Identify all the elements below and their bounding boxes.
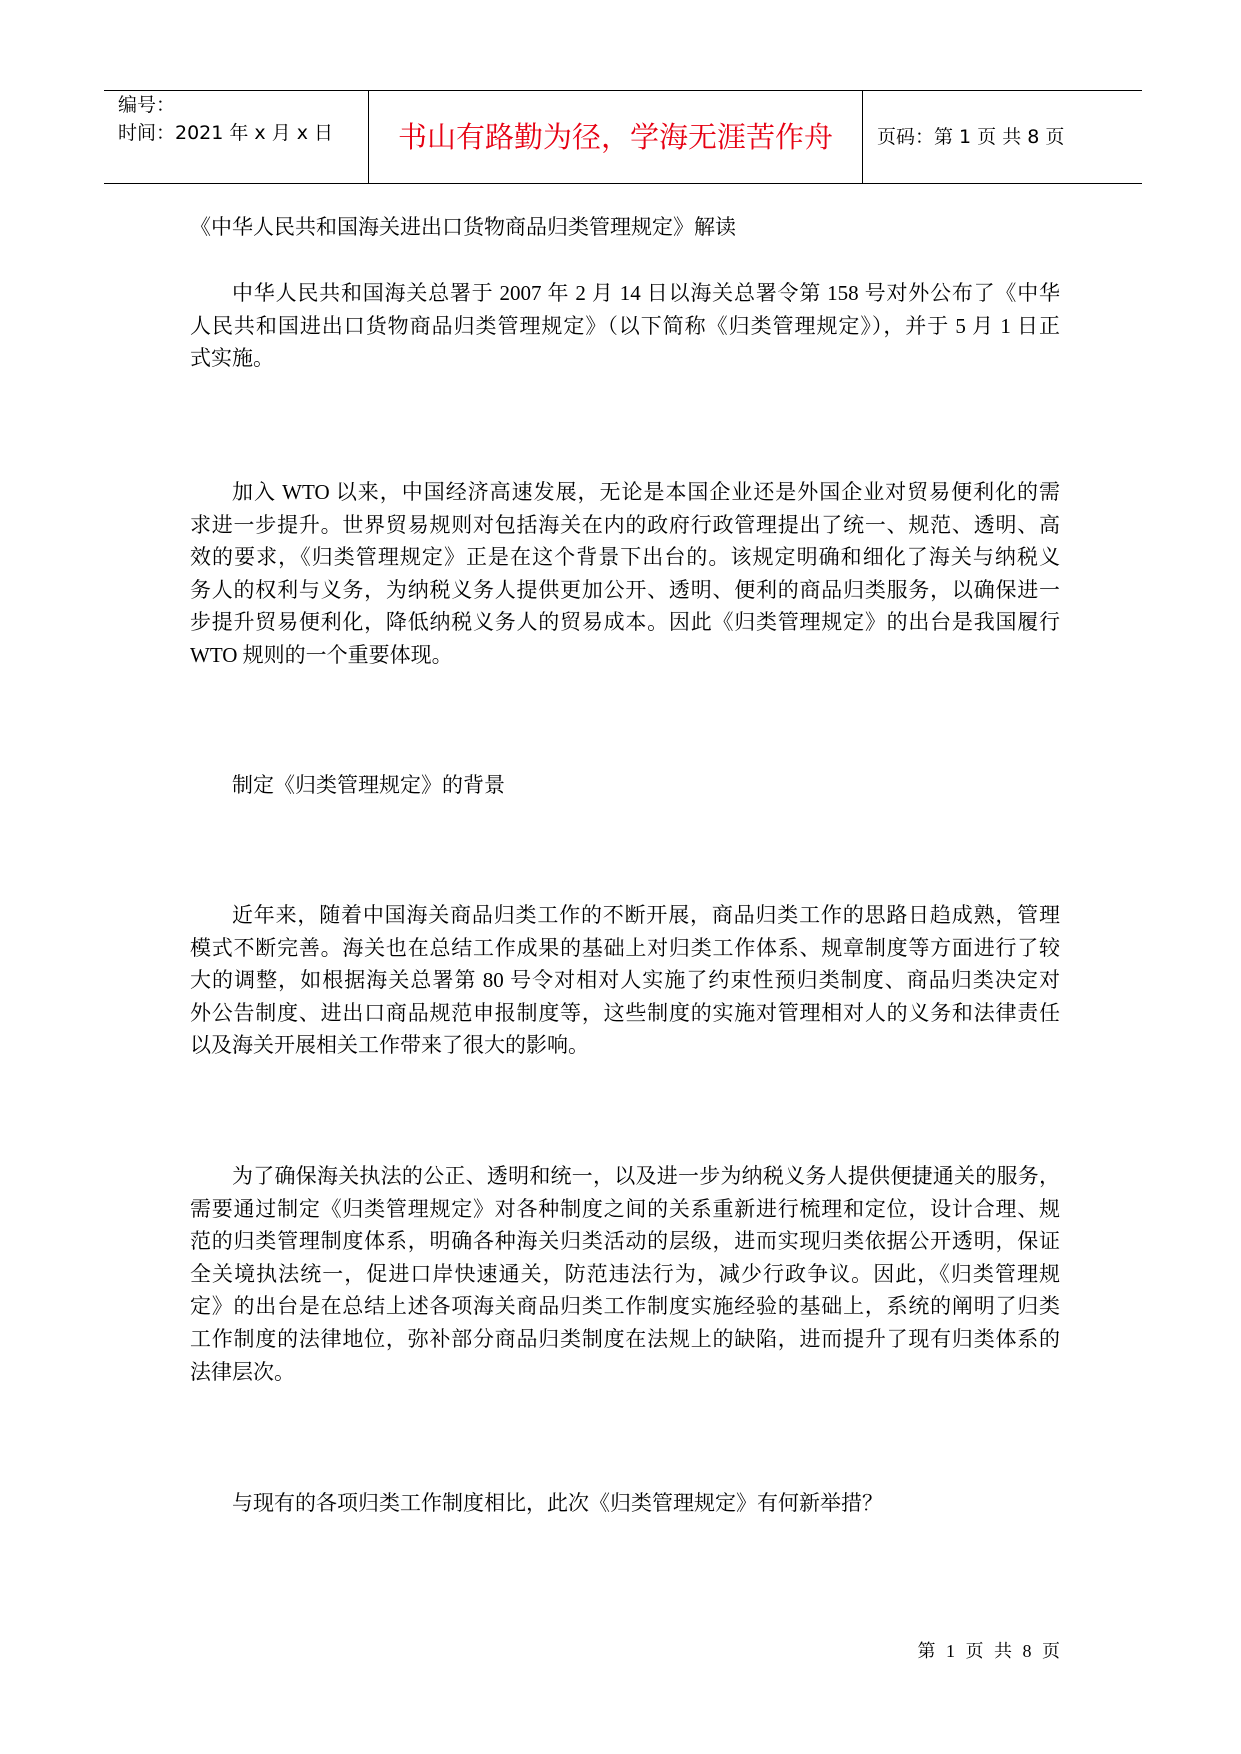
paragraph-4 xyxy=(190,1160,1060,1388)
document-title: 《中华人民共和国海关进出口货物商品归类管理规定》解读 xyxy=(190,215,736,239)
paragraph-line: WTO 规则的一个重要体现。 xyxy=(190,642,453,667)
paragraph-line: 加入 WTO 以来，中国经济高速发展，无论是本国企业还是外国企业对贸易便利化的需 xyxy=(232,480,1060,504)
header-bottom-border xyxy=(104,183,1142,184)
paragraph-line: 定》的出台是在总结上述各项海关商品归类工作制度实施经验的基础上，系统的阐明了归类 xyxy=(190,1294,1060,1319)
section-heading: 制定《归类管理规定》的背景 xyxy=(232,773,505,797)
paragraph-line: 模式不断完善。海关也在总结工作成果的基础上对归类工作体系、规章制度等方面进行了较 xyxy=(190,935,1060,960)
paragraph-line: 工作制度的法律地位，弥补部分商品归类制度在法规上的缺陷，进而提升了现有归类体系的 xyxy=(190,1326,1060,1351)
paragraph-line: 为了确保海关执法的公正、透明和统一，以及进一步为纳税义务人提供便捷通关的服务， xyxy=(232,1164,1060,1188)
paragraph-line: 人民共和国进出口货物商品归类管理规定》（以下简称《归类管理规定》），并于 5 月 1 日正 xyxy=(190,313,1060,338)
paragraph-line: 全关境执法统一，促进口岸快速通关，防范违法行为，减少行政争议。因此，《归类管理规 xyxy=(190,1261,1060,1286)
paragraph-1 xyxy=(190,277,1060,375)
paragraph-line: 步提升贸易便利化，降低纳税义务人的贸易成本。因此《归类管理规定》的出台是我国履行 xyxy=(190,610,1060,635)
paragraph-line: 大的调整，如根据海关总署第 80 号令对相对人实施了约束性预归类制度、商品归类决定对 xyxy=(190,968,1060,993)
paragraph-line: 中华人民共和国海关总署于 2007 年 2 月 14 日以海关总署令第 158 号对外公布了《中华 xyxy=(232,281,1060,305)
question-heading: 与现有的各项归类工作制度相比，此次《归类管理规定》有何新举措？ xyxy=(232,1491,883,1515)
paragraph-line: 求进一步提升。世界贸易规则对包括海关在内的政府行政管理提出了统一、规范、透明、高 xyxy=(190,512,1060,537)
paragraph-line: 以及海关开展相关工作带来了很大的影响。 xyxy=(190,1033,589,1058)
paragraph-line: 近年来，随着中国海关商品归类工作的不断开展，商品归类工作的思路日趋成熟，管理 xyxy=(232,903,1060,927)
paragraph-3 xyxy=(190,899,1060,1062)
header-motto: 书山有路勤为径，学海无涯苦作舟 xyxy=(397,120,833,154)
header-number-label: 编号： xyxy=(118,94,176,116)
header-page-label: 页码：第 1 页 共 8 页 xyxy=(877,126,1065,148)
paragraph-line: 需要通过制定《归类管理规定》对各种制度之间的关系重新进行梳理和定位，设计合理、规 xyxy=(190,1196,1060,1221)
header-top-border xyxy=(104,90,1142,91)
paragraph-line: 效的要求，《归类管理规定》正是在这个背景下出台的。该规定明确和细化了海关与纳税义 xyxy=(190,545,1060,570)
paragraph-line: 法律层次。 xyxy=(190,1359,295,1384)
paragraph-2 xyxy=(190,476,1060,672)
header-time-label: 时间：2021 年 x 月 x 日 xyxy=(118,122,334,144)
paragraph-line: 外公告制度、进出口商品规范申报制度等，这些制度的实施对管理相对人的义务和法律责任 xyxy=(190,1000,1060,1025)
paragraph-line: 务人的权利与义务，为纳税义务人提供更加公开、透明、便利的商品归类服务，以确保进一 xyxy=(190,577,1060,602)
header-divider-right xyxy=(862,90,863,183)
paragraph-line: 范的归类管理制度体系，明确各种海关归类活动的层级，进而实现归类依据公开透明，保证 xyxy=(190,1229,1060,1254)
footer-page-number: 第 1 页 共 8 页 xyxy=(917,1641,1060,1661)
paragraph-line: 式实施。 xyxy=(190,346,274,371)
